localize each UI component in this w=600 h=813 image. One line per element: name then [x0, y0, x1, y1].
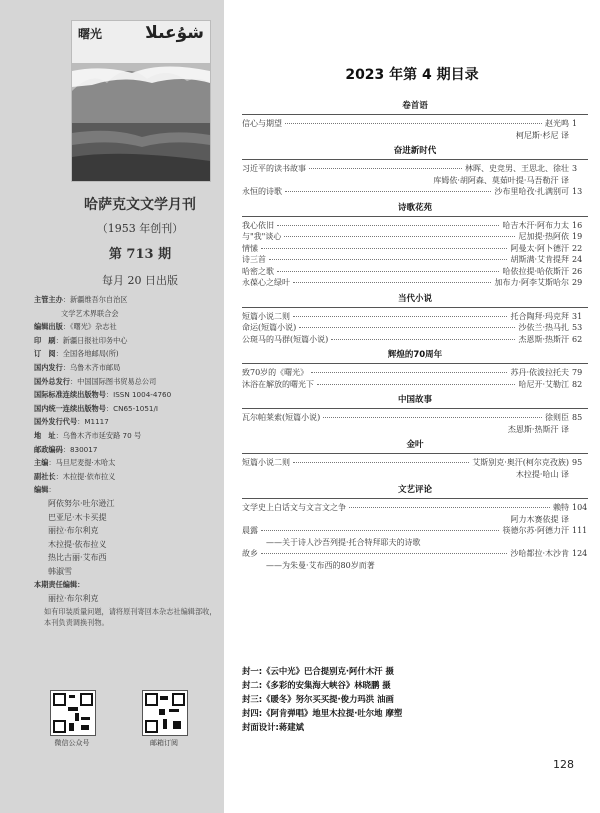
- toc-entry[interactable]: [242, 311, 588, 323]
- editor-name: 巴亚尼·木卡买提: [48, 512, 107, 522]
- entry-page: 16: [572, 220, 583, 230]
- toc-entry[interactable]: [242, 254, 588, 266]
- section-divider: [242, 363, 588, 364]
- section-divider: [242, 453, 588, 454]
- entry-author: 尼加提·热阿依: [518, 232, 569, 241]
- section-divider: [242, 114, 588, 115]
- entry-author: 哈依拉提·哈依斯汗: [502, 266, 569, 276]
- entry-page: 124: [572, 549, 588, 558]
- leader-dots: [284, 236, 515, 237]
- entry-author: 苏丹·依波拉托夫: [510, 368, 569, 377]
- leader-dots: [285, 191, 491, 192]
- entry-page: 82: [572, 379, 583, 389]
- entry-page: 13: [572, 187, 583, 196]
- info-row: 副社长：木拉提·依布拉义: [34, 471, 116, 481]
- leader-dots: [311, 372, 507, 373]
- page-number: 128: [553, 758, 574, 771]
- entry-author: 林晖、史竞男、王思北、徐壮: [465, 164, 569, 173]
- toc-section-heading: 卷首语: [402, 101, 428, 111]
- toc-entry[interactable]: [242, 412, 588, 424]
- entry-title: 晨露: [242, 526, 258, 535]
- editor-name: 木拉提·依布拉义: [48, 539, 107, 549]
- entry-author: 托合陶拜·玛克拜: [510, 311, 569, 321]
- toc-list: [242, 96, 588, 571]
- toc-title: 2023 年第 4 期目录: [345, 67, 479, 83]
- leader-dots: [293, 462, 469, 463]
- toc-entry[interactable]: [242, 367, 588, 379]
- editor-name: 阿依努尔·吐尔逊江: [48, 498, 115, 508]
- entry-title: 短篇小说二则: [242, 458, 290, 467]
- entry-title: 沐浴在解放的曙光下: [242, 379, 314, 389]
- entry-author: 赵光鸣: [545, 119, 569, 128]
- info-row: 订 阅：全国各地邮局(所): [34, 349, 119, 359]
- leader-dots: [285, 123, 542, 124]
- toc-entry[interactable]: [242, 163, 588, 175]
- entry-author: 加布力·阿李艾斯哈尔: [494, 278, 569, 287]
- leader-dots: [261, 530, 499, 531]
- magazine-cover-image: [71, 20, 211, 182]
- section-divider: [242, 408, 588, 409]
- entry-translator: 木拉提·哈山 译: [515, 469, 569, 479]
- entry-title: 诗三首: [242, 255, 266, 264]
- email-subscription-qr-code[interactable]: [142, 690, 188, 736]
- entry-author: 徐则臣: [545, 413, 569, 422]
- leader-dots: [293, 316, 507, 317]
- toc-section-heading: 诗歌花苑: [397, 202, 432, 213]
- toc-section-heading: 文艺评论: [397, 485, 432, 495]
- cover-design-credit: 封面设计:蒋建斌: [242, 722, 304, 732]
- leader-dots: [269, 259, 507, 260]
- entry-title: 我心依旧: [242, 220, 274, 230]
- info-row: 编辑出版：《曙光》杂志社: [34, 322, 117, 332]
- entry-translator: 杰恩斯·热斯汗 译: [507, 424, 569, 434]
- entry-title: 情愫: [242, 243, 258, 253]
- magazine-name: 哈萨克文文学月刊: [84, 197, 196, 213]
- cover-credit: 封二:《多彩的安集海大峡谷》林晓鹏 摄: [242, 680, 391, 690]
- toc-entry[interactable]: [242, 322, 588, 334]
- entry-title: 短篇小说二则: [242, 311, 290, 321]
- cover-credit: 封四:《阿肯弹唱》地里木拉提·吐尔地 摩塑: [242, 708, 403, 718]
- wechat-qr-label: 微信公众号: [54, 739, 90, 747]
- entry-author: 阿曼太·阿卜德汗: [510, 243, 569, 253]
- editor-in-charge-label: 本期责任编辑：: [34, 580, 85, 590]
- info-row: 主管主办：新疆维吾尔自治区: [34, 295, 128, 304]
- entry-translator: 库姆依·胡阿森、莫茹叶提·马吾勒汗 译: [433, 175, 569, 185]
- entry-author: 哈尼开·艾勒江: [518, 379, 569, 389]
- info-row: 国内统一连续出版物号：CN65-1051/I: [34, 403, 159, 413]
- publication-schedule: 每月 20 日出版: [102, 274, 178, 287]
- toc-entry[interactable]: [242, 457, 588, 469]
- toc-entry[interactable]: [242, 186, 588, 198]
- leader-dots: [331, 339, 515, 340]
- publication-info: [34, 293, 220, 629]
- leader-dots: [277, 271, 499, 272]
- entry-page: 62: [572, 334, 583, 344]
- info-row: 印 刷：新疆日报社印务中心: [34, 335, 128, 345]
- entry-title: 公斑马的马群(短篇小说): [242, 334, 329, 344]
- info-row: 国外发行代号：M1117: [34, 417, 109, 427]
- entry-author: 筷德尔苏·阿德力汗: [502, 526, 569, 535]
- entry-title: 哈密之歌: [242, 266, 274, 276]
- toc-section-heading: 辉煌的70周年: [387, 350, 443, 360]
- toc-entry[interactable]: [242, 525, 588, 537]
- entry-title: 文学史上白话文与文言文之争: [242, 503, 346, 512]
- entry-translator: 阿力木赛依提 译: [510, 514, 569, 524]
- editor-name: 热比古丽·艾布西: [48, 553, 107, 563]
- entry-author: 哈吉木汗·阿布力太: [502, 220, 569, 230]
- masthead-sidebar: [0, 0, 224, 813]
- toc-section-heading: 奋进新时代: [393, 146, 437, 156]
- info-row: 国内发行：乌鲁木齐市邮局: [34, 362, 121, 372]
- entry-author: 沙依兰·热马扎: [518, 323, 569, 332]
- entry-title: 命运(短篇小说): [242, 323, 297, 332]
- toc-entry[interactable]: [242, 266, 588, 278]
- cover-script-title: شۇعىلا: [145, 23, 204, 43]
- leader-dots: [293, 282, 491, 283]
- leader-dots: [317, 384, 515, 385]
- leader-dots: [261, 248, 507, 249]
- entry-page: 53: [572, 323, 583, 332]
- email-qr-label: 邮箱订阅: [150, 739, 178, 747]
- cover-credits: [242, 664, 588, 734]
- entry-title: 永恒的诗歌: [242, 187, 282, 196]
- toc-section-heading: 当代小说: [397, 293, 432, 304]
- leader-dots: [261, 553, 507, 554]
- info-row: 邮政编码：830017: [34, 444, 98, 454]
- entry-page: 79: [572, 368, 583, 377]
- toc-entry[interactable]: [242, 502, 588, 514]
- section-divider: [242, 159, 588, 160]
- entry-title: 习近平的读书故事: [242, 164, 306, 173]
- entry-subtitle: ——为朱曼·艾布西的80岁而著: [266, 560, 375, 570]
- entry-title: 永葆心之绿叶: [242, 278, 290, 287]
- founded-year: （1953 年创刊）: [96, 222, 184, 235]
- entry-page: 26: [572, 266, 583, 276]
- toc-entry[interactable]: [242, 243, 588, 255]
- section-divider: [242, 498, 588, 499]
- leader-dots: [309, 168, 462, 169]
- entry-title: 致70岁的《曙光》: [242, 368, 309, 377]
- entry-page: 85: [572, 413, 583, 422]
- info-row: 地 址：乌鲁木齐市延安路 70 号: [34, 430, 142, 440]
- entry-translator: 柯尼斯·杉尼 译: [515, 130, 569, 140]
- issue-number: 第 713 期: [108, 247, 172, 262]
- entry-title: 与"我"谈心: [242, 232, 282, 241]
- entry-page: 31: [572, 311, 583, 321]
- leader-dots: [349, 507, 550, 508]
- entry-author: 赖特: [553, 503, 569, 512]
- entry-author: 杰恩斯·热斯汗: [518, 334, 569, 344]
- toc-entry[interactable]: [242, 277, 588, 289]
- leader-dots: [277, 225, 499, 226]
- info-row: 国外总发行：中国国际图书贸易总公司: [34, 376, 157, 386]
- toc-section-heading: 金叶: [406, 440, 424, 450]
- toc-section-heading: 中国故事: [397, 395, 432, 405]
- info-row: 编辑：: [34, 485, 56, 495]
- entry-page: 19: [572, 232, 583, 241]
- entry-page: 3: [572, 164, 578, 173]
- toc-entry[interactable]: [242, 220, 588, 232]
- wechat-qr-code[interactable]: [50, 690, 96, 736]
- entry-page: 24: [572, 255, 583, 264]
- section-divider: [242, 216, 588, 217]
- cover-credit: 封三:《暖冬》努尔买买提·俊力玛洪 油画: [242, 694, 394, 704]
- entry-title: 瓦尔帕莱索(短篇小说): [242, 413, 321, 422]
- entry-page: 1: [572, 119, 578, 128]
- toc-entry[interactable]: [242, 379, 588, 391]
- entry-author: 艾斯别克·奥汗(柯尔克孜族): [472, 458, 569, 467]
- toc-entry[interactable]: [242, 231, 588, 243]
- entry-title: 信心与期望: [242, 119, 282, 128]
- entry-title: 故乡: [242, 549, 258, 558]
- leader-dots: [299, 327, 515, 328]
- entry-subtitle: ——关于诗人沙吾列提·托合特拜耶夫的诗歌: [266, 537, 421, 547]
- mountain-landscape-icon: [72, 21, 210, 181]
- entry-page: 29: [572, 278, 583, 287]
- toc-entry[interactable]: [242, 548, 588, 560]
- entry-page: 95: [572, 458, 583, 467]
- info-row: 主编：马旦尼麦提·木哈太: [34, 458, 116, 468]
- quality-notice: 如有印装质量问题，请将原刊寄回本杂志社编辑部收，本刊负责调换刊物。: [44, 606, 217, 628]
- editor-name: 韩淑雪: [48, 566, 72, 576]
- editor-in-charge: 丽拉·布尔利克: [48, 594, 99, 604]
- leader-dots: [323, 417, 542, 418]
- entry-author: 沙布里哈孜·扎满别可: [494, 187, 569, 196]
- editor-name: 丽拉·布尔利克: [48, 526, 99, 536]
- table-of-contents-page: [224, 0, 600, 813]
- info-row: 国际标准连续出版物号：ISSN 1004-4760: [34, 390, 172, 400]
- entry-page: 104: [572, 503, 588, 512]
- cover-title: 曙光: [78, 27, 103, 41]
- cover-credit: 封一:《云中光》巴合提别克·阿什木汗 摄: [242, 666, 394, 676]
- section-divider: [242, 307, 588, 308]
- toc-entry[interactable]: [242, 334, 588, 346]
- entry-page: 22: [572, 243, 583, 253]
- entry-author: 胡斯满·艾肯提拜: [510, 255, 569, 264]
- entry-page: 111: [572, 526, 588, 535]
- entry-author: 沙哈都拉·木沙肯: [510, 549, 569, 558]
- info-row: 文学艺术界联合会: [61, 308, 119, 318]
- toc-entry[interactable]: [242, 118, 588, 130]
